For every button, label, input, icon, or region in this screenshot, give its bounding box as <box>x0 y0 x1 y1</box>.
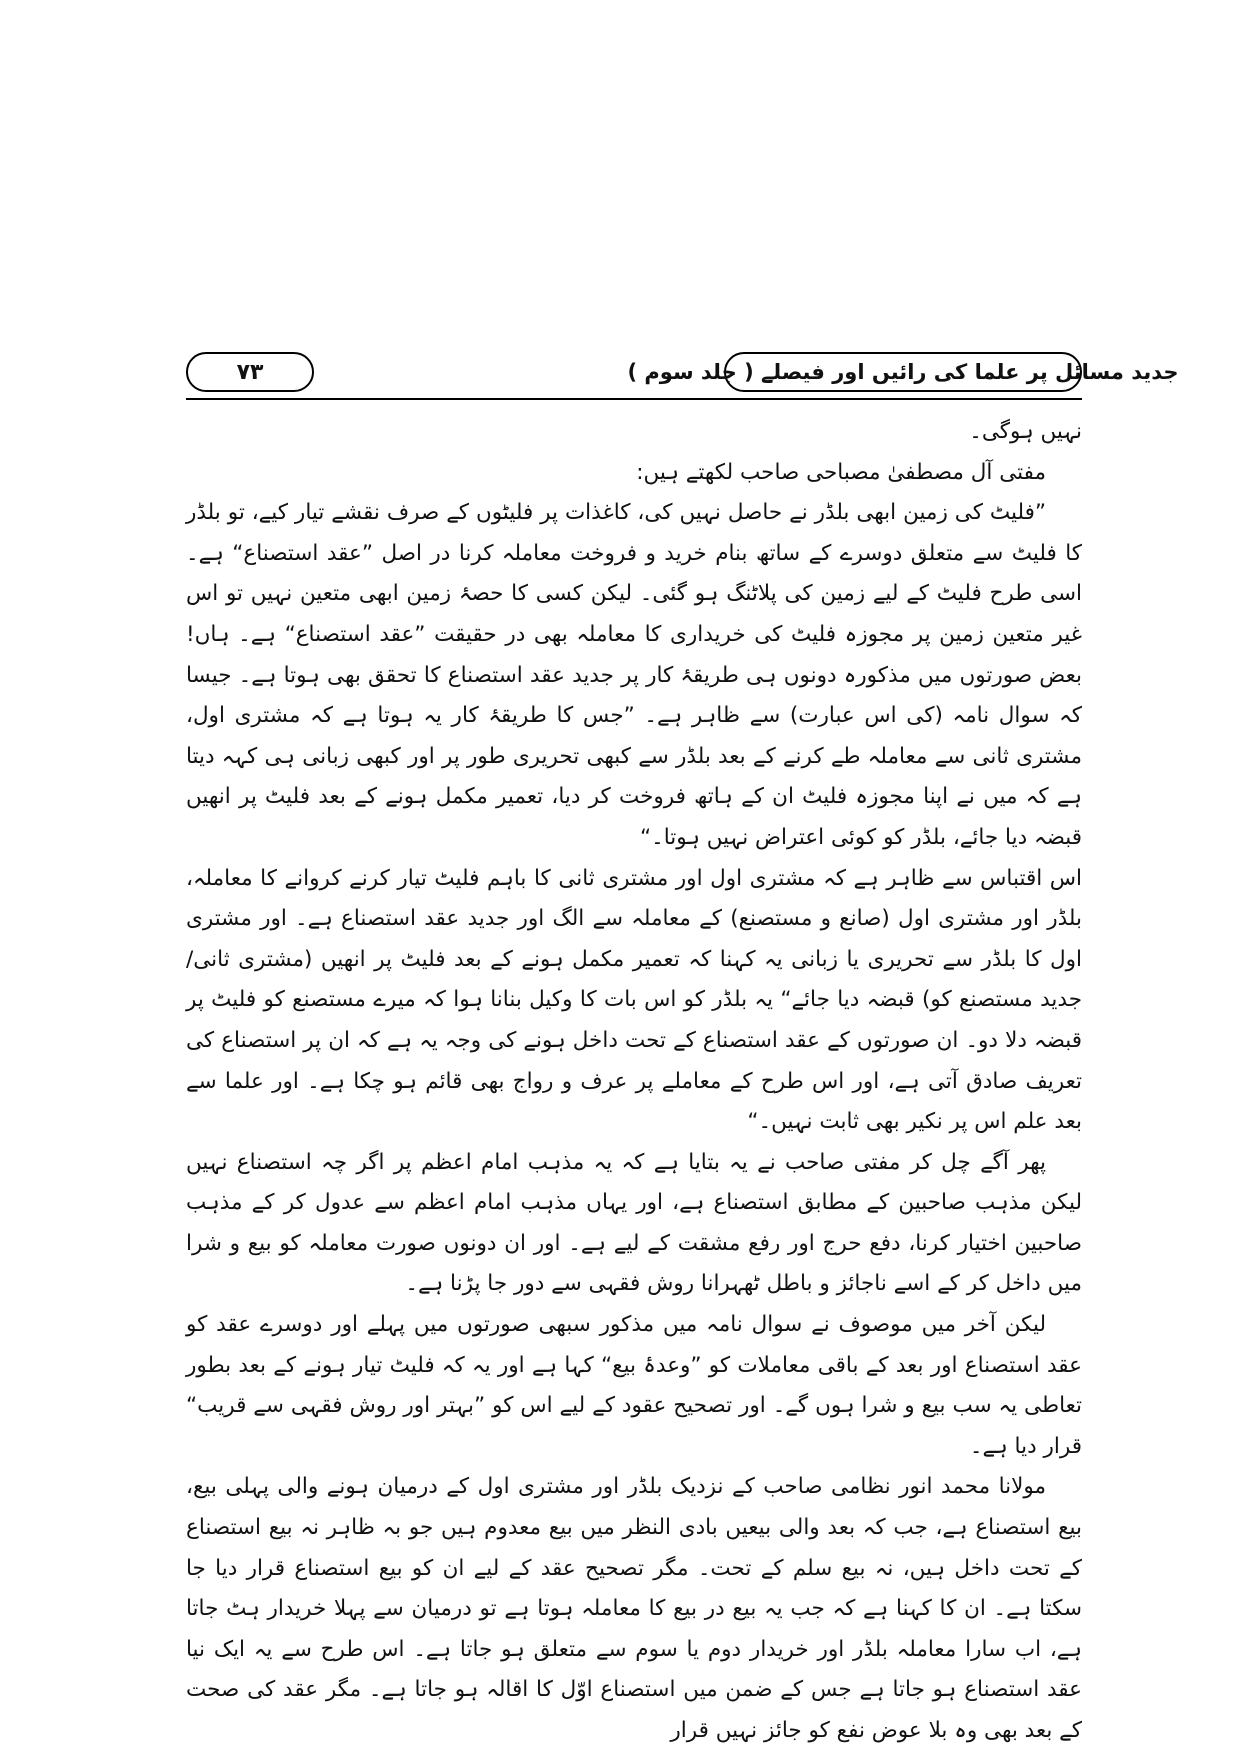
paragraph: مفتی آل مصطفیٰ مصباحی صاحب لکھتے ہیں: <box>636 459 1046 485</box>
body-text <box>186 412 1082 1743</box>
paragraph: پھر آگے چل کر مفتی صاحب نے یہ بتایا ہے کہ یہ مذہب امام اعظم پر اگر چہ استصناع نہیں لیکن مذہب صاحبین کے مطابق استصناع ہے، اور یہاں مذہب امام اعظم سے عدول کر کے مذہب صاحبین اختیار کرنا، دفع حرج اور رفع مشقت کے لیے ہے۔ اور ان دونوں صورت معاملہ کو بیع و شرا میں داخل کر کے اسے ناجائز و باطل ٹھہرانا روش فقہی سے دور جا پڑنا ہے۔ <box>186 1149 1082 1297</box>
quote-paragraph: ”فلیٹ کی زمین ابھی بلڈر نے حاصل نہیں کی، کاغذات پر فلیٹوں کے صرف نقشے تیار کیے، تو بلڈر کا فلیٹ سے متعلق دوسرے کے ساتھ بنام خرید و فروخت معاملہ کرنا در اصل ”عقد استصناع“ ہے۔ اسی طرح فلیٹ کے لیے زمین کی پلاٹنگ ہو گئی۔ لیکن کسی کا حصۂ زمین ابھی متعین نہیں تو اس غیر متعین زمین پر مجوزہ فلیٹ کی خریداری کا معاملہ بھی در حقیقت ”عقد استصناع“ ہے۔ ہاں! بعض صورتوں میں مذکورہ دونوں ہی طریقۂ کار پر جدید عقد استصناع کا تحقق بھی ہوتا ہے۔ جیسا کہ سوال نامہ (کی اس عبارت) سے ظاہر ہے۔ ”جس کا طریقۂ کار یہ ہوتا ہے کہ مشتری اول، مشتری ثانی سے معاملہ طے کرنے کے بعد بلڈر سے کبھی تحریری طور پر اور کبھی زبانی ہی کہہ دیتا ہے کہ میں نے اپنا مجوزہ فلیٹ ان کے ہاتھ فروخت کر دیا، تعمیر مکمل ہونے کے بعد فلیٹ پر انھیں قبضہ دیا جائے، بلڈر کو کوئی اعتراض نہیں ہوتا۔“ <box>186 500 1082 850</box>
paragraph: مولانا محمد انور نظامی صاحب کے نزدیک بلڈر اور مشتری اول کے درمیان ہونے والی پہلی بیع، بیع استصناع ہے، جب کہ بعد والی بیعیں بادی النظر میں بیع معدوم ہیں جو بہ ظاہر نہ بیع استصناع کے تحت داخل ہیں، نہ بیع سلم کے تحت۔ مگر تصحیح عقد کے لیے ان کو بیع استصناع قرار دیا جا سکتا ہے۔ ان کا کہنا ہے کہ جب یہ بیع در بیع کا معاملہ ہوتا ہے تو درمیان سے پہلا خریدار ہٹ جاتا ہے، اب سارا معاملہ بلڈر اور خریدار دوم یا سوم سے متعلق ہو جاتا ہے۔ اس طرح سے یہ ایک نیا عقد استصناع ہو جاتا ہے جس کے ضمن میں استصناع اوّل کا اقالہ ہو جاتا ہے۔ مگر عقد کی صحت کے بعد بھی وہ بلا عوض نفع کو جائز نہیں قرار <box>186 1474 1082 1743</box>
running-title: جدید مسائل پر علما کی رائیں اور فیصلے ( جلد سوم ) <box>724 352 1082 392</box>
page-number: ۷۳ <box>186 352 314 392</box>
paragraph: نہیں ہوگی۔ <box>969 419 1082 444</box>
header-rule <box>186 398 1082 400</box>
page-header <box>186 352 1179 396</box>
paragraph: لیکن آخر میں موصوف نے سوال نامہ میں مذکور سبھی صورتوں میں پہلے اور دوسرے عقد کو عقد استصناع اور بعد کے باقی معاملات کو ”وعدۂ بیع“ کہا ہے اور یہ کہ فلیٹ تیار ہونے کے بعد بطور تعاطی یہ سب بیع و شرا ہوں گے۔ اور تصحیح عقود کے لیے اس کو ”بہتر اور روش فقہی سے قریب“ قرار دیا ہے۔ <box>186 1312 1082 1459</box>
paragraph: اس اقتباس سے ظاہر ہے کہ مشتری اول اور مشتری ثانی کا باہم فلیٹ تیار کرنے کروانے کا معاملہ، بلڈر اور مشتری اول (صانع و مستصنع) کے معاملہ سے الگ اور جدید عقد استصناع ہے۔ اور مشتری اول کا بلڈر سے تحریری یا زبانی یہ کہنا کہ تعمیر مکمل ہونے کے بعد فلیٹ پر انھیں (مشتری ثانی/جدید مستصنع کو) قبضہ دیا جائے“ یہ بلڈر کو اس بات کا وکیل بنانا ہوا کہ میرے مستصنع کو فلیٹ پر قبضہ دلا دو۔ ان صورتوں کے عقد استصناع کے تحت داخل ہونے کی وجہ یہ ہے کہ ان پر استصناع کی تعریف صادق آتی ہے، اور اس طرح کے معاملے پر عرف و رواج بھی قائم ہو چکا ہے۔ اور علما سے بعد علم اس پر نکیر بھی ثابت نہیں۔“ <box>186 865 1082 1135</box>
